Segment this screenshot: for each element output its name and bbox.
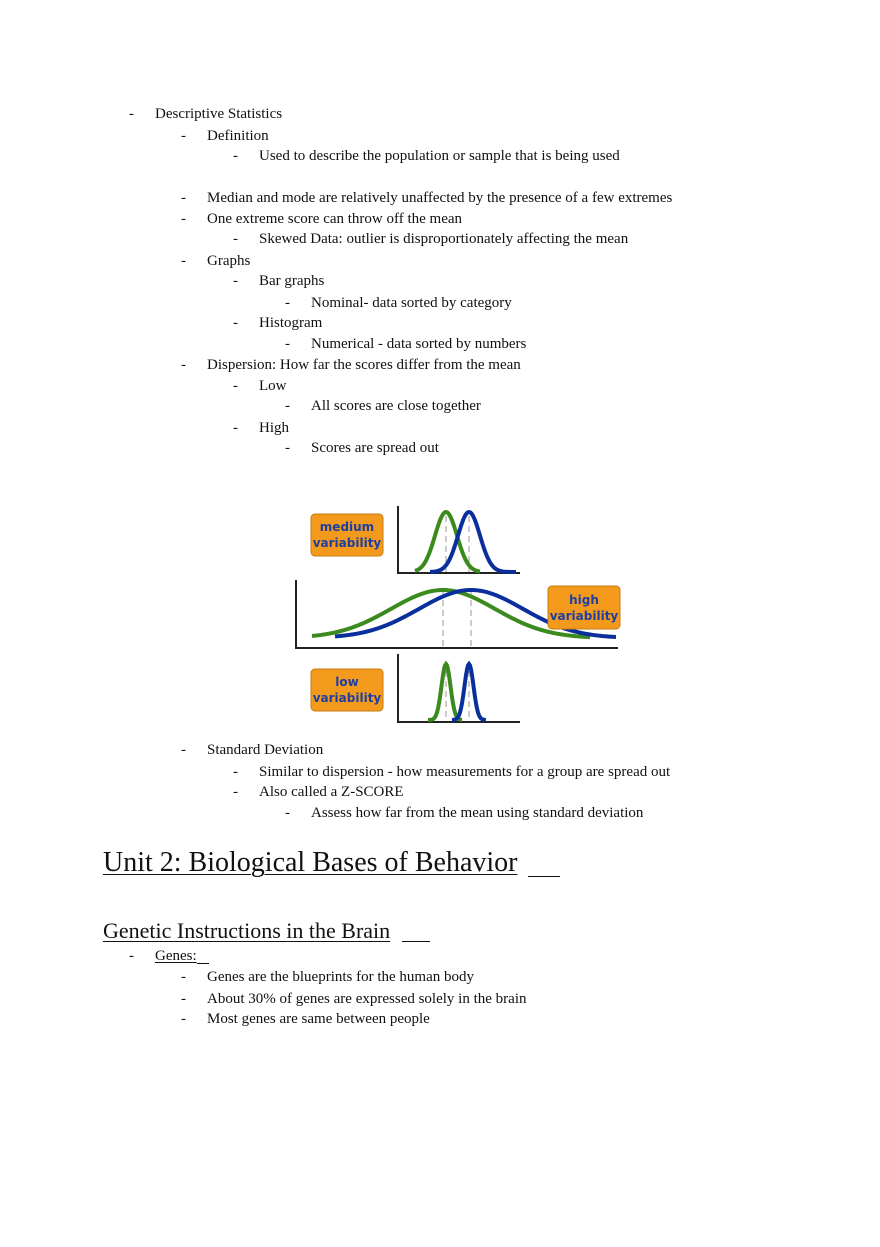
genes-bullet: Genes:: [155, 948, 197, 964]
heading-underline-tail: [528, 876, 560, 877]
list-item: About 30% of genes are expressed solely in the brain: [207, 991, 527, 1007]
dash: -: [285, 805, 290, 821]
dash: -: [129, 948, 134, 964]
dash: -: [181, 253, 186, 269]
list-item: Used to describe the population or sample that is being used: [259, 148, 620, 164]
list-item: Median and mode are relatively unaffected by the presence of a few extremes: [207, 190, 673, 206]
list-item: Bar graphs: [259, 273, 325, 289]
list-item: Graphs: [207, 253, 251, 269]
dash: -: [233, 315, 238, 331]
variability-figure: [290, 496, 630, 728]
low-green-curve: [428, 664, 462, 720]
list-item: Descriptive Statistics: [155, 106, 283, 122]
genes-underline-tail: [197, 963, 209, 964]
dash: -: [129, 106, 134, 122]
list-item: Skewed Data: outlier is disproportionately affecting the mean: [259, 231, 629, 247]
list-item: Nominal- data sorted by category: [311, 295, 512, 311]
list-item: High: [259, 420, 289, 436]
dash: -: [181, 128, 186, 144]
dash: -: [233, 420, 238, 436]
list-item: Numerical - data sorted by numbers: [311, 336, 527, 352]
unit-heading: Unit 2: Biological Bases of Behavior: [103, 847, 518, 878]
low-label-line1: low: [335, 675, 359, 689]
dash: -: [233, 148, 238, 164]
list-item: One extreme score can throw off the mean: [207, 211, 463, 227]
list-item: Dispersion: How far the scores differ from the mean: [207, 357, 521, 373]
dash: -: [181, 991, 186, 1007]
medium-variability-panel: [311, 506, 520, 573]
list-item: Scores are spread out: [311, 440, 439, 456]
low-variability-panel: [311, 654, 520, 722]
list-item: Histogram: [259, 315, 323, 331]
high-label-line1: high: [569, 593, 599, 607]
list-item: Standard Deviation: [207, 742, 324, 758]
dash: -: [285, 295, 290, 311]
list-item: Low: [259, 378, 287, 394]
low-label-line2: variability: [312, 691, 382, 705]
high-label-line2: variability: [549, 609, 619, 623]
dash: -: [181, 969, 186, 985]
dash: -: [285, 336, 290, 352]
dash: -: [181, 357, 186, 373]
dash: -: [181, 190, 186, 206]
dash: -: [285, 398, 290, 414]
dash: -: [181, 211, 186, 227]
high-variability-panel: [296, 580, 620, 648]
list-item: Genes are the blueprints for the human body: [207, 969, 475, 985]
dash: -: [233, 231, 238, 247]
list-item: Similar to dispersion - how measurements for a group are spread out: [259, 764, 671, 780]
section-underline-tail: [402, 941, 430, 942]
dash: -: [233, 784, 238, 800]
dash: -: [233, 378, 238, 394]
list-item: Most genes are same between people: [207, 1011, 430, 1027]
list-item: Definition: [207, 128, 269, 144]
list-item: All scores are close together: [311, 398, 481, 414]
list-item: Assess how far from the mean using standard deviation: [311, 805, 644, 821]
dash: -: [181, 1011, 186, 1027]
medium-label-line2: variability: [312, 536, 382, 550]
section-heading: Genetic Instructions in the Brain: [103, 918, 391, 943]
dash: -: [285, 440, 290, 456]
list-item: Also called a Z-SCORE: [259, 784, 404, 800]
medium-label-line1: medium: [319, 520, 375, 534]
medium-blue-curve: [430, 512, 516, 572]
dash: -: [181, 742, 186, 758]
dash: -: [233, 764, 238, 780]
dash: -: [233, 273, 238, 289]
